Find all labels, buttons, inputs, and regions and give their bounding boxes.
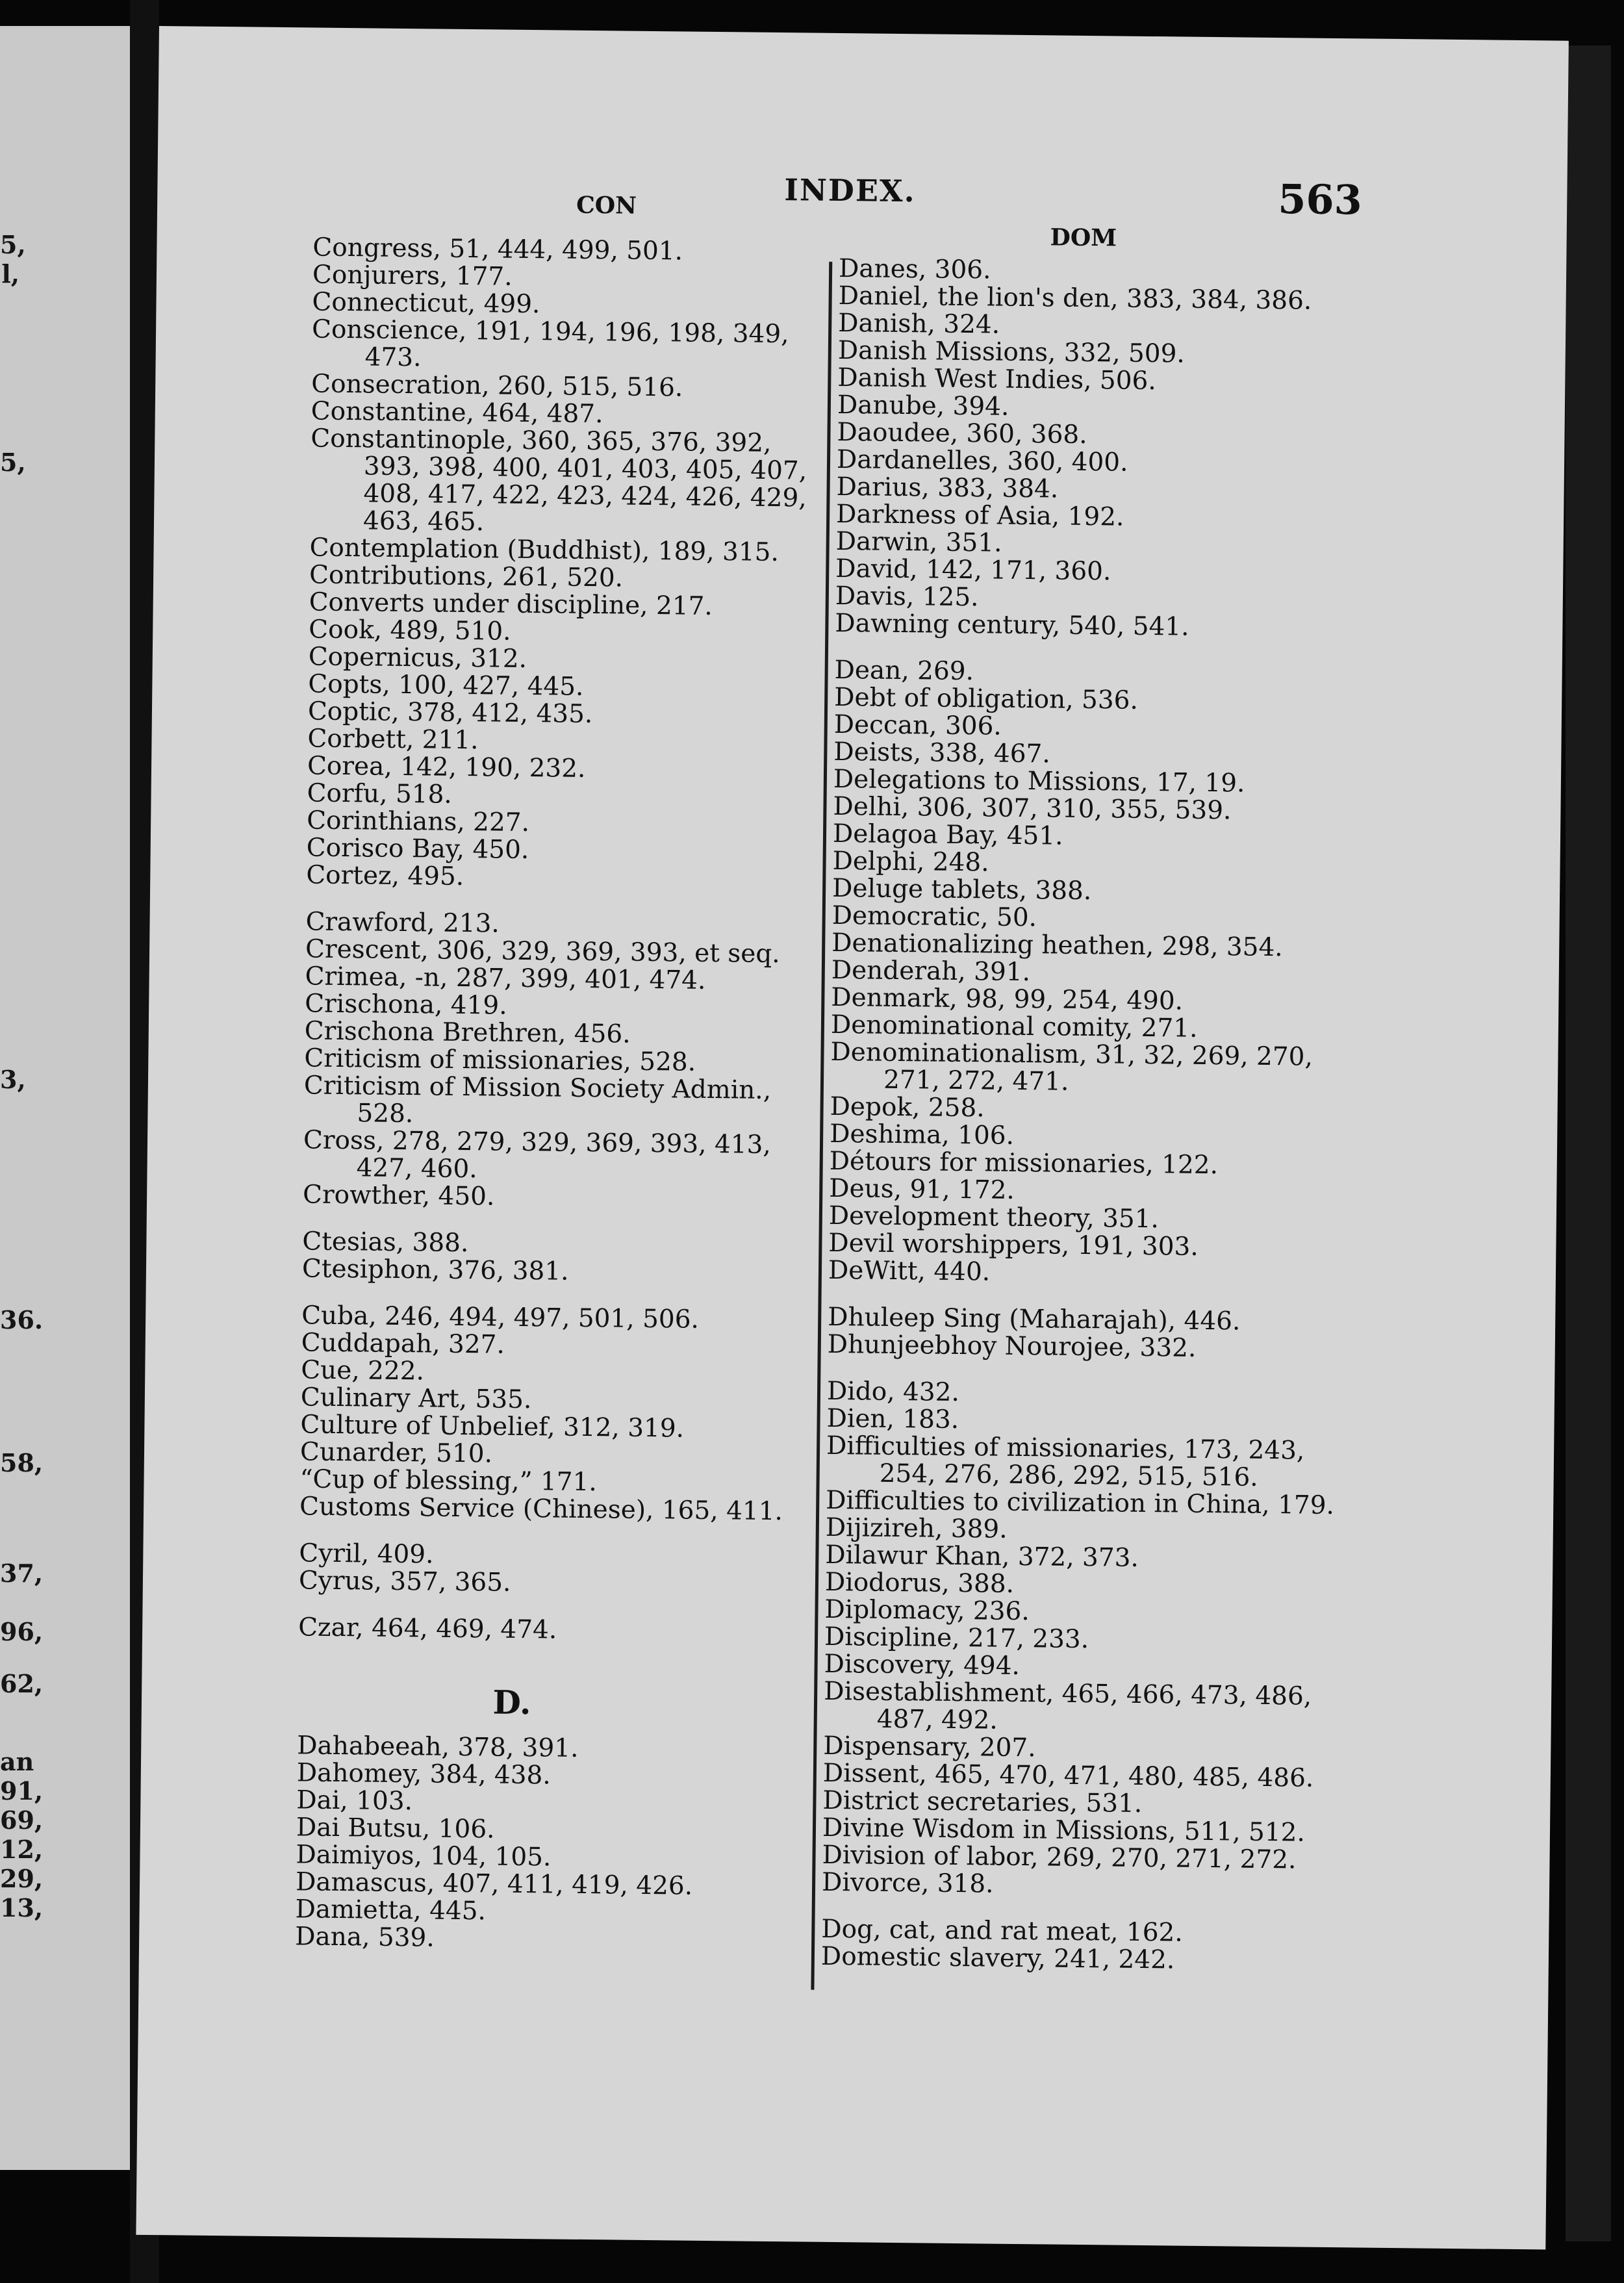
index-entry: Cuba, 246, 494, 497, 501, 506. — [301, 1301, 700, 1334]
index-entry: Depok, 258. — [830, 1091, 985, 1123]
index-entry: Ctesiphon, 376, 381. — [301, 1254, 569, 1286]
index-entry: Dean, 269. — [834, 655, 974, 687]
index-entry: Connecticut, 499. — [312, 287, 540, 320]
index-entry: Deus, 91, 172. — [829, 1173, 1015, 1205]
index-entry: Converts under discipline, 217. — [309, 587, 713, 621]
index-entry: Dog, cat, and rat meat, 162. — [821, 1914, 1183, 1948]
index-entry: Diplomacy, 236. — [824, 1594, 1030, 1627]
index-entry: Darkness of Asia, 192. — [835, 499, 1124, 532]
index-entry: Deshima, 106. — [829, 1119, 1015, 1151]
index-entry: Culinary Art, 535. — [300, 1383, 532, 1415]
index-entry: “Cup of blessing,” 171. — [299, 1464, 598, 1498]
index-entry: Danish, 324. — [838, 308, 1000, 340]
index-entry: Crischona, 419. — [305, 989, 507, 1021]
index-entry: Dido, 432. — [826, 1376, 960, 1408]
index-entry: Deluge tablets, 388. — [831, 873, 1092, 906]
index-entry: Dilawur Khan, 372, 373. — [825, 1540, 1139, 1573]
left-guide-word: CON — [576, 191, 637, 220]
index-entry: Denominationalism, 31, 32, 269, 270, 271, 272, 471. — [830, 1037, 1313, 1097]
index-entry: Corfu, 518. — [307, 778, 453, 810]
index-entry: Détours for missionaries, 122. — [829, 1146, 1219, 1180]
index-entry: Diodorus, 388. — [824, 1567, 1015, 1599]
page-number: 563 — [1277, 175, 1363, 224]
index-entry: Development theory, 351. — [828, 1201, 1160, 1234]
index-entry: Czar, 464, 469, 474. — [298, 1613, 557, 1645]
index-entry: Deists, 338, 467. — [833, 737, 1050, 769]
index-entry: Damascus, 407, 411, 419, 426. — [295, 1867, 693, 1901]
index-entry: Contributions, 261, 520. — [309, 560, 624, 593]
index-entry: Corisco Bay, 450. — [306, 833, 529, 865]
index-entry: Coptic, 378, 412, 435. — [307, 696, 593, 730]
index-entry: Ctesias, 388. — [302, 1227, 469, 1258]
index-entry: District secretaries, 531. — [822, 1785, 1143, 1818]
index-entry: Dien, 183. — [826, 1403, 959, 1435]
index-entry: Debt of obligation, 536. — [833, 682, 1139, 715]
index-entry: Conscience, 191, 194, 196, 198, 349, 473. — [311, 314, 789, 373]
index-entry: Discovery, 494. — [824, 1649, 1021, 1681]
left-page-fragment: 69, — [0, 1805, 44, 1835]
index-entry: Daimiyos, 104, 105. — [296, 1840, 552, 1872]
index-entry: Delphi, 248. — [832, 846, 989, 878]
page-edge-shadow — [1566, 45, 1611, 2241]
left-page-fragment: 58, — [0, 1448, 44, 1477]
index-entry: Copts, 100, 427, 445. — [308, 669, 584, 702]
right-index-column — [821, 255, 1359, 1976]
index-entry: Denominational comity, 271. — [830, 1010, 1198, 1043]
index-entry: Consecration, 260, 515, 516. — [311, 369, 683, 403]
index-entry: Congress, 51, 444, 499, 501. — [312, 233, 683, 266]
index-entry: Delhi, 306, 307, 310, 355, 539. — [833, 791, 1232, 826]
index-entry: Dahomey, 384, 438. — [296, 1758, 551, 1791]
index-entry: Dai, 103. — [296, 1785, 413, 1817]
index-entry: Corinthians, 227. — [306, 806, 530, 838]
index-entry: Davis, 125. — [835, 581, 979, 613]
index-entry: Crischona Brethren, 456. — [304, 1016, 631, 1049]
index-page — [136, 26, 1568, 2250]
left-page-fragment: 96, — [0, 1617, 44, 1646]
index-entry: Contemplation (Buddhist), 189, 315. — [309, 533, 780, 568]
index-entry: Darwin, 351. — [835, 526, 1002, 558]
index-entry: Danube, 394. — [837, 390, 1009, 422]
index-entry: Divine Wisdom in Missions, 511, 512. — [822, 1813, 1306, 1848]
index-entry: Culture of Unbelief, 312, 319. — [300, 1410, 685, 1444]
left-page-fragment: 37, — [0, 1559, 44, 1588]
index-entry: Cortez, 495. — [306, 860, 464, 891]
index-entry: David, 142, 171, 360. — [835, 554, 1111, 587]
index-entry: Cue, 222. — [301, 1355, 425, 1386]
left-page-fragment: l, — [1, 259, 19, 288]
left-page-fragment: 29, — [0, 1864, 44, 1893]
index-entry: Danish Missions, 332, 509. — [837, 335, 1186, 369]
index-entry: Difficulties of missionaries, 173, 243, 254, 276, 286, 292, 515, 516. — [826, 1431, 1305, 1492]
index-entry: Daoudee, 360, 368. — [837, 417, 1087, 450]
index-entry: Constantinople, 360, 365, 376, 392, 393, 398, 400, 401, 403, 405, 407, 408, 417, 422, 423, 424, 426, 429, 463, 465. — [311, 424, 807, 537]
left-page-fragment: 91, — [0, 1776, 44, 1805]
index-entry: Cross, 278, 279, 329, 369, 393, 413, 427, 460. — [303, 1125, 772, 1184]
index-entry: Dhunjeebhoy Nourojee, 332. — [827, 1329, 1197, 1363]
left-page-fragment: 12, — [0, 1835, 44, 1864]
index-entry: Danish West Indies, 506. — [837, 363, 1157, 396]
left-page-fragment: 36. — [0, 1305, 44, 1334]
index-entry: Domestic slavery, 241, 242. — [820, 1941, 1175, 1975]
left-page-fragment: 5, — [0, 448, 26, 477]
index-entry: Dahabeeah, 378, 391. — [297, 1731, 579, 1763]
index-entry: Constantine, 464, 487. — [311, 396, 603, 429]
left-page-fragment: an — [0, 1747, 34, 1776]
left-page-fragment: 13, — [0, 1893, 44, 1922]
index-entry: Disestablishment, 465, 466, 473, 486, 487, 492. — [823, 1676, 1312, 1735]
index-entry: Damietta, 445. — [295, 1894, 487, 1926]
index-entry: Crescent, 306, 329, 369, 393, et seq. — [305, 934, 780, 969]
index-entry: Divorce, 318. — [821, 1867, 994, 1899]
index-entry: Dawning century, 540, 541. — [835, 608, 1189, 642]
index-entry: Cyril, 409. — [299, 1538, 434, 1570]
index-entry: DeWitt, 440. — [828, 1255, 991, 1287]
index-entry: Darius, 383, 384. — [836, 472, 1059, 504]
index-entry: Danes, 306. — [838, 253, 991, 285]
index-entry: Copernicus, 312. — [308, 642, 527, 674]
index-entry: Devil worshippers, 191, 303. — [828, 1228, 1199, 1262]
index-entry: Discipline, 217, 233. — [824, 1622, 1089, 1655]
left-page-fragment: 3, — [0, 1065, 26, 1094]
index-entry: Dana, 539. — [294, 1922, 435, 1953]
index-entry: Delagoa Bay, 451. — [832, 819, 1063, 851]
left-index-column — [295, 234, 833, 1956]
index-entry: Daniel, the lion's den, 383, 384, 386. — [838, 281, 1312, 316]
index-entry: Denderah, 391. — [831, 955, 1031, 988]
index-entry: Division of labor, 269, 270, 271, 272. — [822, 1840, 1297, 1875]
index-entry: Difficulties to civilization in China, 179. — [826, 1485, 1335, 1521]
index-entry: Crawford, 213. — [305, 907, 500, 939]
index-entry: Criticism of Mission Society Admin., 528. — [303, 1071, 772, 1129]
index-entry: Crimea, -n, 287, 399, 401, 474. — [305, 962, 706, 995]
index-entry: Dissent, 465, 470, 471, 480, 485, 486. — [822, 1758, 1314, 1793]
index-entry: Crowther, 450. — [302, 1180, 495, 1212]
index-entry: Delegations to Missions, 17, 19. — [833, 764, 1245, 798]
index-entry: Dai Butsu, 106. — [296, 1813, 495, 1844]
left-page-fragment: 5, — [0, 230, 26, 259]
index-entry: Dardanelles, 360, 400. — [836, 444, 1128, 478]
index-entry: Dhuleep Sing (Maharajah), 446. — [828, 1302, 1241, 1336]
index-entry: Customs Service (Chinese), 165, 411. — [299, 1492, 783, 1527]
index-entry: Criticism of missionaries, 528. — [304, 1043, 696, 1077]
index-entry: Cunarder, 510. — [299, 1437, 493, 1469]
index-entry: Denmark, 98, 99, 254, 490. — [831, 982, 1184, 1016]
section-letter: D. — [492, 1683, 531, 1722]
left-page-fragment: 62, — [0, 1669, 44, 1698]
index-entry: Conjurers, 177. — [312, 260, 513, 292]
right-guide-word: DOM — [1050, 223, 1117, 252]
index-entry: Dispensary, 207. — [823, 1731, 1036, 1763]
index-entry: Corbett, 211. — [307, 724, 479, 756]
index-entry: Deccan, 306. — [833, 709, 1002, 741]
left-page-edge — [0, 26, 130, 2170]
index-entry: Cook, 489, 510. — [309, 615, 511, 646]
index-entry: Cuddapah, 327. — [301, 1328, 505, 1360]
index-entry: Democratic, 50. — [831, 900, 1037, 933]
index-entry: Denationalizing heathen, 298, 354. — [831, 928, 1283, 963]
index-entry: Corea, 142, 190, 232. — [307, 751, 586, 784]
page-title: INDEX. — [784, 172, 916, 209]
index-entry: Dijizireh, 389. — [825, 1512, 1008, 1544]
index-entry: Cyrus, 357, 365. — [298, 1566, 511, 1598]
